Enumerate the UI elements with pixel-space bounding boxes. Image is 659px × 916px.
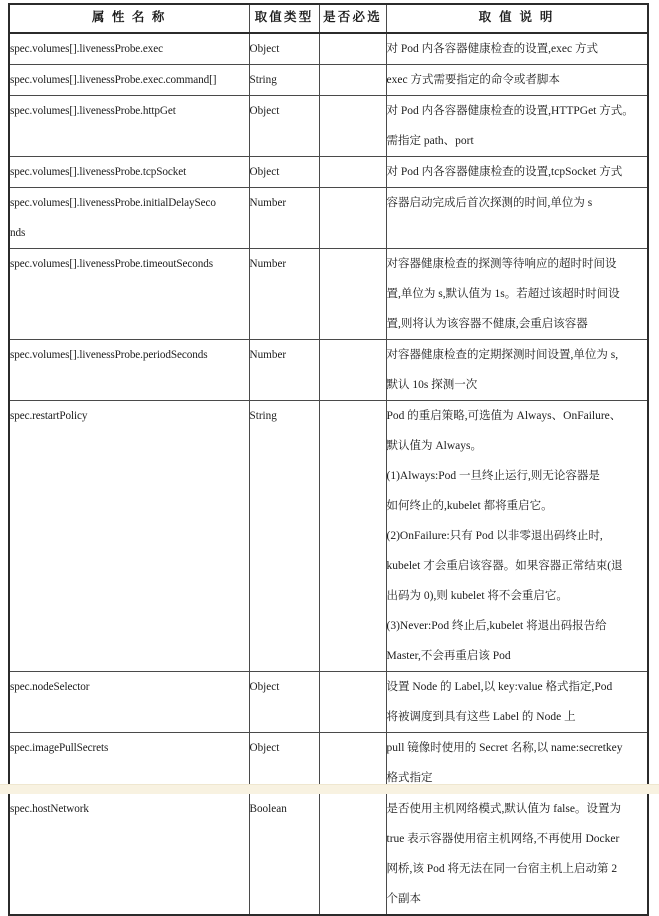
cell-required <box>319 401 386 672</box>
cell-value-description <box>386 249 648 340</box>
cell-attribute-name <box>9 65 249 96</box>
description-line: pull 镜像时使用的 Secret 名称,以 name:secretkey <box>386 742 623 754</box>
cell-required <box>319 157 386 188</box>
attribute-name-line: spec.volumes[].livenessProbe.tcpSocket <box>10 166 187 178</box>
cell-required <box>319 340 386 401</box>
description-line: true 表示容器使用宿主机网络,不再使用 Docker <box>386 833 620 845</box>
cell-attribute-name <box>9 401 249 672</box>
cell-required <box>319 65 386 96</box>
cell-value-type: Object <box>249 33 319 65</box>
table-body <box>9 33 648 915</box>
attribute-name-line: spec.nodeSelector <box>10 681 90 693</box>
cell-value-type: Number <box>249 249 319 340</box>
description-line: 对 Pod 内各容器健康检查的设置,HTTPGet 方式。 <box>386 105 634 117</box>
table-row <box>9 794 648 916</box>
cell-value-type: String <box>249 401 319 672</box>
cell-value-description <box>386 794 648 916</box>
pod-spec-attribute-table <box>8 3 649 916</box>
cell-attribute-name <box>9 672 249 733</box>
description-line: 设置 Node 的 Label,以 key:value 格式指定,Pod <box>386 681 613 693</box>
table-header <box>9 4 648 33</box>
cell-required <box>319 188 386 249</box>
description-line: 是否使用主机网络模式,默认值为 false。设置为 <box>386 803 621 815</box>
cell-value-type: Object <box>249 96 319 157</box>
description-line: 出码为 0),则 kubelet 将不会重启它。 <box>386 590 568 602</box>
cell-value-description <box>386 96 648 157</box>
cell-value-type: String <box>249 65 319 96</box>
column-header-required: 是否必选 <box>319 4 386 33</box>
description-line: (2)OnFailure:只有 Pod 以非零退出码终止时, <box>386 530 603 542</box>
description-line: Master,不会再重启该 Pod <box>386 650 511 662</box>
cell-value-description <box>386 672 648 733</box>
table-row <box>9 96 648 157</box>
cell-attribute-name <box>9 33 249 65</box>
description-line: 对 Pod 内各容器健康检查的设置,tcpSocket 方式 <box>386 166 623 178</box>
cell-value-type: Number <box>249 340 319 401</box>
description-line: 如何终止的,kubelet 都将重启它。 <box>386 500 553 512</box>
cell-value-type: Boolean <box>249 794 319 916</box>
cell-value-type: Object <box>249 672 319 733</box>
description-line: 置,则将认为该容器不健康,会重启该容器 <box>386 318 588 330</box>
description-line: 默认值为 Always。 <box>386 440 483 452</box>
attribute-name-line: spec.hostNetwork <box>10 803 89 815</box>
table-row <box>9 249 648 340</box>
description-line: exec 方式需要指定的命令或者脚本 <box>386 74 560 86</box>
attribute-name-line: spec.volumes[].livenessProbe.timeoutSeconds <box>10 258 213 270</box>
table-row <box>9 33 648 65</box>
column-header-attribute-name: 属 性 名 称 <box>9 4 249 33</box>
pod-spec-attribute-table-wrapper <box>8 3 649 916</box>
cell-value-type: Number <box>249 188 319 249</box>
attribute-name-line: spec.imagePullSecrets <box>10 742 109 754</box>
attribute-name-line: spec.volumes[].livenessProbe.periodSeconds <box>10 349 208 361</box>
table-row <box>9 401 648 672</box>
description-line: 需指定 path、port <box>386 135 474 147</box>
description-line: 默认 10s 探测一次 <box>386 379 478 391</box>
page-bottom-strip <box>0 785 659 794</box>
attribute-name-line: spec.volumes[].livenessProbe.exec <box>10 43 163 55</box>
cell-attribute-name <box>9 96 249 157</box>
cell-required <box>319 672 386 733</box>
description-line: (3)Never:Pod 终止后,kubelet 将退出码报告给 <box>386 620 607 632</box>
cell-attribute-name <box>9 157 249 188</box>
description-line: kubelet 才会重启该容器。如果容器正常结束(退 <box>386 560 623 572</box>
attribute-name-line: spec.restartPolicy <box>10 410 88 422</box>
description-line: 容器启动完成后首次探测的时间,单位为 s <box>386 197 593 209</box>
cell-value-description <box>386 33 648 65</box>
cell-required <box>319 33 386 65</box>
table-row <box>9 65 648 96</box>
attribute-name-line: spec.volumes[].livenessProbe.exec.command[] <box>10 74 217 86</box>
cell-required <box>319 249 386 340</box>
cell-required <box>319 96 386 157</box>
cell-value-description <box>386 65 648 96</box>
attribute-name-line: spec.volumes[].livenessProbe.httpGet <box>10 105 176 117</box>
cell-required <box>319 794 386 916</box>
cell-value-description <box>386 340 648 401</box>
description-line: 置,单位为 s,默认值为 1s。若超过该超时时间设 <box>386 288 620 300</box>
description-line: 对容器健康检查的定期探测时间设置,单位为 s, <box>386 349 619 361</box>
table-row <box>9 157 648 188</box>
cell-value-description <box>386 157 648 188</box>
cell-attribute-name <box>9 188 249 249</box>
table-row <box>9 672 648 733</box>
cell-value-type: Object <box>249 157 319 188</box>
cell-value-description <box>386 401 648 672</box>
cell-attribute-name <box>9 794 249 916</box>
column-header-value-description: 取 值 说 明 <box>386 4 648 33</box>
description-line: 网桥,该 Pod 将无法在同一台宿主机上启动第 2 <box>386 863 618 875</box>
description-line: 对 Pod 内各容器健康检查的设置,exec 方式 <box>386 43 598 55</box>
description-line: 格式指定 <box>386 772 433 784</box>
description-line: 对容器健康检查的探测等待响应的超时时间设 <box>386 258 617 270</box>
cell-value-description <box>386 188 648 249</box>
attribute-name-line: spec.volumes[].livenessProbe.initialDelaySeco <box>10 197 216 209</box>
description-line: 个副本 <box>386 893 421 905</box>
table-header-row <box>9 4 648 33</box>
table-row <box>9 340 648 401</box>
description-line: 将被调度到具有这些 Label 的 Node 上 <box>386 711 576 723</box>
cell-value-type: Object <box>249 733 319 794</box>
description-line: Pod 的重启策略,可选值为 Always、OnFailure、 <box>386 410 622 422</box>
column-header-value-type: 取值类型 <box>249 4 319 33</box>
cell-attribute-name <box>9 249 249 340</box>
table-row <box>9 188 648 249</box>
attribute-name-line: nds <box>10 227 26 239</box>
description-line: (1)Always:Pod 一旦终止运行,则无论容器是 <box>386 470 600 482</box>
cell-attribute-name <box>9 340 249 401</box>
